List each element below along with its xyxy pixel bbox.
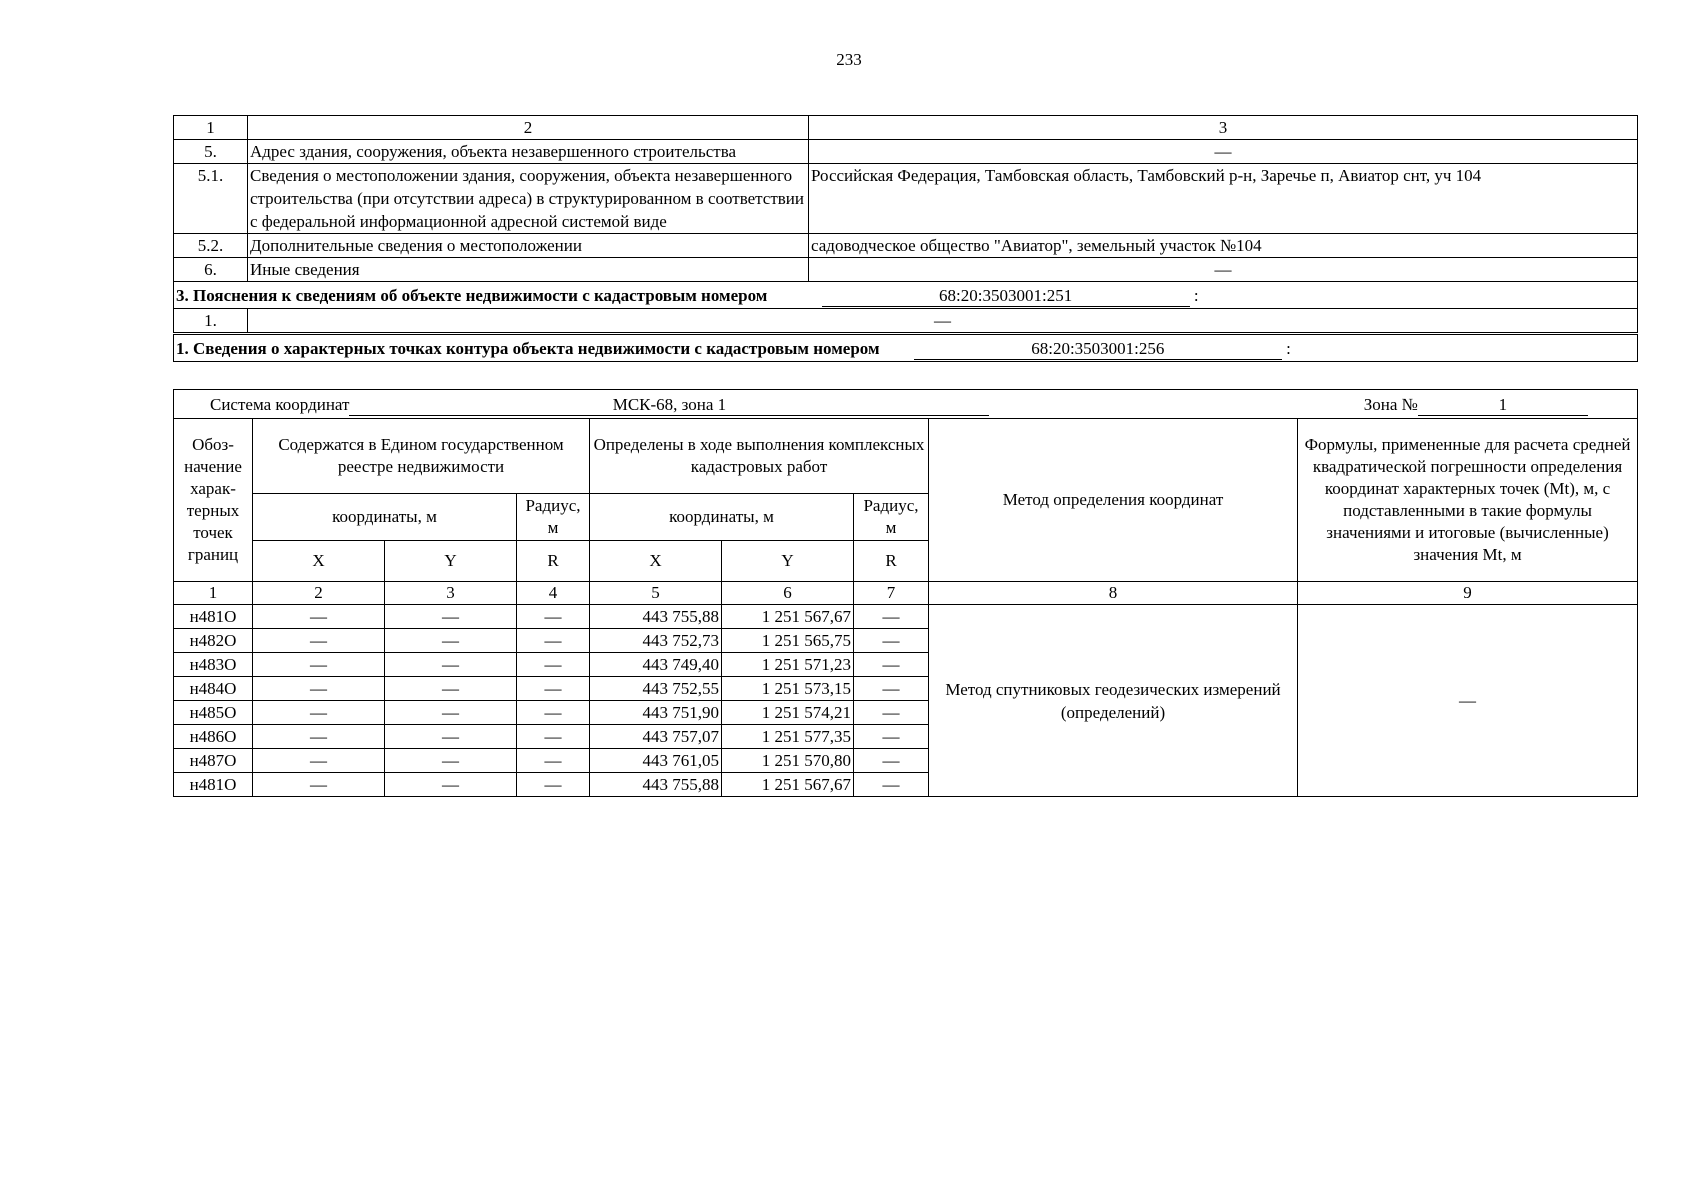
column-number: 4	[517, 582, 590, 605]
section3-colon: :	[1193, 285, 1199, 305]
kkr-r: —	[854, 701, 929, 725]
header-row	[174, 419, 1638, 494]
egrn-x: —	[253, 773, 385, 797]
section3-item-row	[174, 309, 1638, 334]
point-id: н484О	[174, 677, 253, 701]
coords-header: координаты, м	[253, 494, 517, 541]
column-number: 5	[590, 582, 722, 605]
section3-title: 3. Пояснения к сведениям об объекте недвижимости с кадастровым номером	[176, 285, 768, 305]
designation-header: Обоз-начение харак-терных точек границ	[174, 419, 253, 582]
point-id: н481О	[174, 773, 253, 797]
kkr-r: —	[854, 629, 929, 653]
egrn-y: —	[385, 605, 517, 629]
kkr-x: 443 757,07	[590, 725, 722, 749]
egrn-y: —	[385, 677, 517, 701]
kkr-y: 1 251 573,15	[722, 677, 854, 701]
column-number: 9	[1298, 582, 1638, 605]
kkr-x: 443 761,05	[590, 749, 722, 773]
section3-title-cell	[174, 282, 1638, 309]
egrn-x: —	[253, 725, 385, 749]
kkr-y: 1 251 577,35	[722, 725, 854, 749]
egrn-x: —	[253, 653, 385, 677]
egrn-r: —	[517, 773, 590, 797]
egrn-x: —	[253, 677, 385, 701]
kkr-r: —	[854, 749, 929, 773]
row-label: Дополнительные сведения о местоположении	[248, 234, 809, 258]
kkr-y: 1 251 571,23	[722, 653, 854, 677]
egrn-y: —	[385, 653, 517, 677]
egrn-r: —	[517, 749, 590, 773]
row-number: 5.1.	[174, 164, 248, 234]
table-row	[174, 164, 1638, 234]
table-row	[174, 234, 1638, 258]
row-number: 5.2.	[174, 234, 248, 258]
kkr-r: —	[854, 605, 929, 629]
section3-cadastral-number: 68:20:3503001:251	[822, 285, 1190, 307]
points-colon: :	[1286, 338, 1291, 358]
column-numbers-row	[174, 582, 1638, 605]
kkr-x: 443 752,73	[590, 629, 722, 653]
kkr-r: —	[854, 773, 929, 797]
egrn-x: —	[253, 605, 385, 629]
point-id: н482О	[174, 629, 253, 653]
kkr-y: 1 251 570,80	[722, 749, 854, 773]
egrn-r: —	[517, 605, 590, 629]
column-number: 8	[929, 582, 1298, 605]
points-table	[173, 389, 1638, 797]
formulas-value: —	[1298, 605, 1638, 797]
table-row	[174, 258, 1638, 282]
egrn-r: —	[517, 653, 590, 677]
r-header: R	[517, 541, 590, 582]
egrn-y: —	[385, 725, 517, 749]
zone-label: Зона №	[1363, 394, 1418, 414]
column-number: 6	[722, 582, 854, 605]
method-header: Метод определения координат	[929, 419, 1298, 582]
egrn-x: —	[253, 749, 385, 773]
kkr-x: 443 749,40	[590, 653, 722, 677]
egrn-y: —	[385, 773, 517, 797]
point-id: н481О	[174, 605, 253, 629]
row-number: 1.	[174, 309, 248, 334]
column-number: 3	[385, 582, 517, 605]
kkr-r: —	[854, 653, 929, 677]
kkr-x: 443 751,90	[590, 701, 722, 725]
section3-row	[174, 282, 1638, 309]
row-value: —	[248, 309, 1638, 334]
row-value: —	[809, 140, 1638, 164]
formulas-header: Формулы, примененные для расчета средней квадратической погрешности определения координат характерных точек (Mt), м, с подставленными в такие формулы значениями и итоговые (вычисленные) значения Mt, м	[1298, 419, 1638, 582]
points-title-cell	[174, 334, 1638, 362]
egrn-header: Содержатся в Едином государственном реестре недвижимости	[253, 419, 590, 494]
coords-header: координаты, м	[590, 494, 854, 541]
point-id: н487О	[174, 749, 253, 773]
y-header: Y	[722, 541, 854, 582]
header-cell: 1	[174, 116, 248, 140]
table-row	[174, 140, 1638, 164]
kkr-header: Определены в ходе выполнения комплексных кадастровых работ	[590, 419, 929, 494]
object-info-table	[173, 115, 1638, 362]
column-number: 1	[174, 582, 253, 605]
column-number: 2	[253, 582, 385, 605]
egrn-r: —	[517, 725, 590, 749]
point-id: н486О	[174, 725, 253, 749]
page-number: 233	[836, 50, 862, 69]
x-header: X	[253, 541, 385, 582]
egrn-y: —	[385, 701, 517, 725]
y-header: Y	[385, 541, 517, 582]
row-value: Российская Федерация, Тамбовская область, Тамбовский р-н, Заречье п, Авиатор снт, уч 104	[809, 164, 1638, 234]
points-title-row	[174, 334, 1638, 362]
header-row	[174, 116, 1638, 140]
egrn-y: —	[385, 629, 517, 653]
kkr-y: 1 251 567,67	[722, 773, 854, 797]
point-id: н483О	[174, 653, 253, 677]
coord-system-value: МСК-68, зона 1	[349, 394, 989, 416]
egrn-r: —	[517, 701, 590, 725]
radius-header: Радиус, м	[854, 494, 929, 541]
coord-system-label: Система координат	[210, 394, 350, 414]
coord-system-cell	[174, 390, 1638, 419]
row-value: —	[809, 258, 1638, 282]
point-id: н485О	[174, 701, 253, 725]
row-number: 6.	[174, 258, 248, 282]
coord-system-row	[174, 390, 1638, 419]
row-value: садоводческое общество "Авиатор", земельный участок №104	[809, 234, 1638, 258]
row-label: Сведения о местоположении здания, сооружения, объекта незавершенного строительства (при отсутствии адреса) в структурированном в соответствии с федеральной информационной адресной системой виде	[248, 164, 809, 234]
row-label: Адрес здания, сооружения, объекта незавершенного строительства	[248, 140, 809, 164]
kkr-x: 443 755,88	[590, 605, 722, 629]
kkr-r: —	[854, 677, 929, 701]
kkr-y: 1 251 574,21	[722, 701, 854, 725]
x-header: X	[590, 541, 722, 582]
kkr-x: 443 752,55	[590, 677, 722, 701]
header-cell: 2	[248, 116, 809, 140]
row-number: 5.	[174, 140, 248, 164]
kkr-y: 1 251 567,67	[722, 605, 854, 629]
table-row	[174, 605, 1638, 629]
egrn-x: —	[253, 701, 385, 725]
kkr-y: 1 251 565,75	[722, 629, 854, 653]
points-cadastral-number: 68:20:3503001:256	[914, 338, 1282, 360]
kkr-x: 443 755,88	[590, 773, 722, 797]
kkr-r: —	[854, 725, 929, 749]
egrn-r: —	[517, 629, 590, 653]
egrn-y: —	[385, 749, 517, 773]
column-number: 7	[854, 582, 929, 605]
header-cell: 3	[809, 116, 1638, 140]
radius-header: Радиус, м	[517, 494, 590, 541]
method-value: Метод спутниковых геодезических измерений (определений)	[929, 605, 1298, 797]
points-section-title: 1. Сведения о характерных точках контура объекта недвижимости с кадастровым номером	[176, 338, 880, 358]
row-label: Иные сведения	[248, 258, 809, 282]
zone-value: 1	[1418, 394, 1588, 416]
egrn-r: —	[517, 677, 590, 701]
egrn-x: —	[253, 629, 385, 653]
r-header: R	[854, 541, 929, 582]
